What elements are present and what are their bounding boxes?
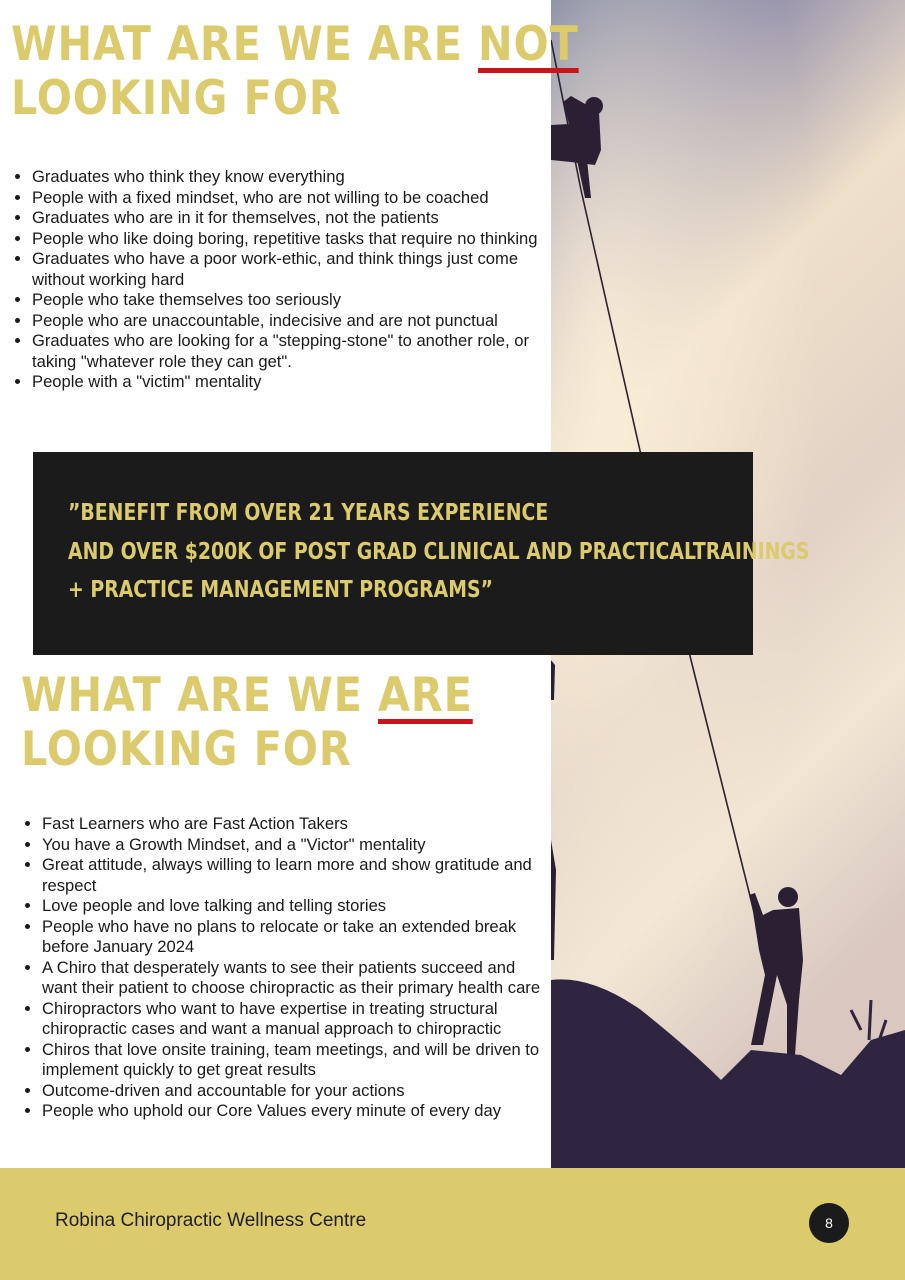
list-item: • Graduates who have a poor work-ethic, and think things just come without working hard	[32, 249, 562, 290]
heading-are-emphasis: ARE	[377, 668, 473, 723]
quote-line-1: ”BENEFIT FROM OVER 21 YEARS EXPERIENCE	[68, 500, 549, 526]
list-item: • You have a Growth Mindset, and a "Victor" mentality	[42, 835, 552, 856]
heading-are-line2: LOOKING FOR	[21, 722, 352, 777]
list-item: • Outcome-driven and accountable for your actions	[42, 1081, 552, 1102]
list-item: • People with a fixed mindset, who are not willing to be coached	[32, 188, 562, 209]
heading-not-emphasis: NOT	[478, 17, 579, 72]
heading-not-line1: WHAT ARE WE ARE	[11, 17, 479, 72]
quote-text	[68, 494, 810, 610]
footer	[0, 1168, 905, 1280]
list-item: • Graduates who think they know everything	[32, 167, 562, 188]
not-looking-for-list	[12, 167, 562, 393]
quote-line-2: AND OVER $200K OF POST GRAD CLINICAL AND PRACTICALTRAININGS	[68, 538, 810, 565]
list-item: • People who uphold our Core Values every minute of every day	[42, 1101, 552, 1122]
quote-box	[33, 452, 810, 655]
list-item: • People who are unaccountable, indecisive and are not punctual	[32, 311, 562, 332]
footer-company-name: Robina Chiropractic Wellness Centre	[55, 1210, 367, 1231]
list-item: • Fast Learners who are Fast Action Takers	[42, 814, 552, 835]
heading-are-looking-for	[21, 669, 473, 777]
heading-not-looking-for	[11, 18, 579, 126]
list-item: • Chiros that love onsite training, team meetings, and will be driven to implement quickly to get great results	[42, 1040, 552, 1081]
list-item: • People who have no plans to relocate or take an extended break before January 2024	[42, 917, 552, 958]
quote-line-3: + PRACTICE MANAGEMENT PROGRAMS”	[68, 577, 494, 603]
heading-are-line1: WHAT ARE WE	[21, 668, 378, 723]
list-item: • Great attitude, always willing to learn more and show gratitude and respect	[42, 855, 552, 896]
heading-not-line2: LOOKING FOR	[11, 71, 342, 126]
list-item: • A Chiro that desperately wants to see their patients succeed and want their patient to choose chiropractic as their primary health care	[42, 958, 552, 999]
list-item: • Graduates who are in it for themselves, not the patients	[32, 208, 562, 229]
list-item: • Graduates who are looking for a "stepping-stone" to another role, or taking "whatever role they can get".	[32, 331, 562, 372]
list-item: • People who like doing boring, repetitive tasks that require no thinking	[32, 229, 562, 250]
list-item: • Love people and love talking and telling stories	[42, 896, 552, 917]
list-item: • People who take themselves too seriously	[32, 290, 562, 311]
page-number-badge: 8	[809, 1203, 849, 1243]
list-item: • Chiropractors who want to have expertise in treating structural chiropractic cases and want a manual approach to chiropractic	[42, 999, 552, 1040]
are-looking-for-list	[22, 814, 552, 1122]
list-item: • People with a "victim" mentality	[32, 372, 562, 393]
